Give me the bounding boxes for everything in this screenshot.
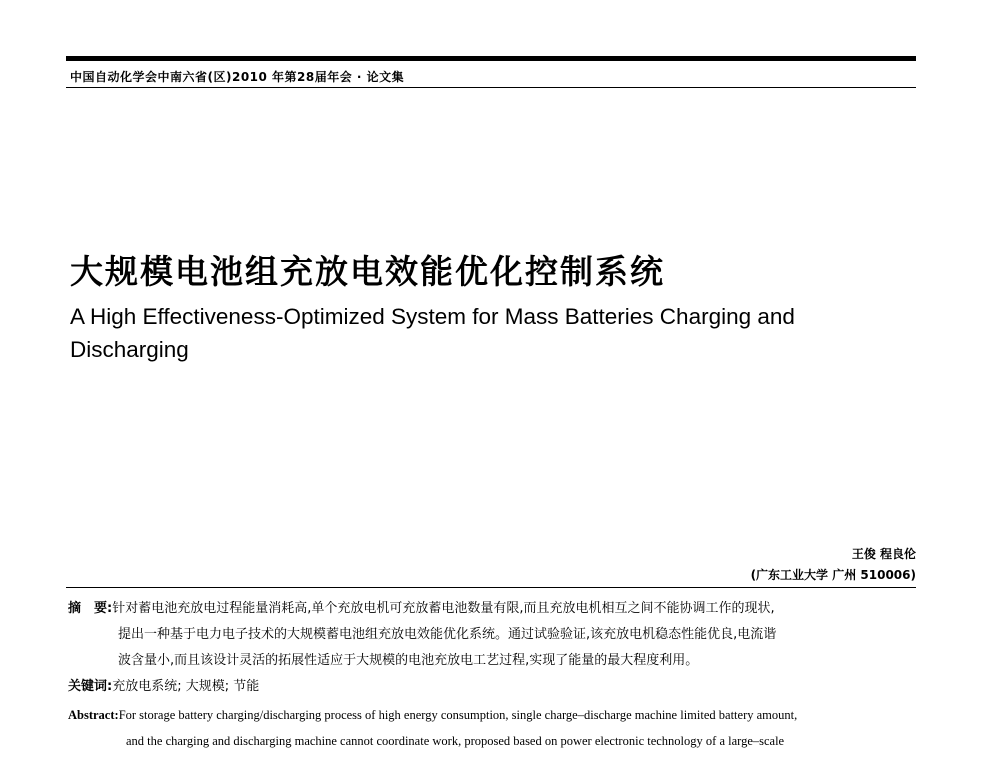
header-rule [66,87,916,88]
keywords-text: 充放电系统; 大规模; 节能 [112,679,260,694]
abstract-english-line-1 [68,702,928,728]
abstract-chinese-label: 摘 要: [68,601,113,616]
abstract-chinese-line-1 [68,596,918,622]
title-english-line-1: A High Effectiveness-Optimized System for Mass Batteries Charging and [70,304,795,329]
abstract-chinese-line-2: 提出一种基于电力电子技术的大规模蓄电池组充放电效能优化系统。通过试验验证,该充放电机稳态性能优良,电流谐 [118,627,777,642]
affiliation-rule [66,587,916,588]
authors: 王俊 程良伦 [851,547,916,561]
abstract-chinese-line-3: 波含量小,而且该设计灵活的拓展性适应于大规模的电池充放电工艺过程,实现了能量的最大程度利用。 [118,653,699,668]
affiliation: (广东工业大学 广州 510006) [750,568,916,582]
abstract-english-line-2: and the charging and discharging machine cannot coordinate work, proposed based on power electronic technology of a large–scale [126,734,785,748]
title-english [70,300,930,366]
abstract-english-text-1: For storage battery charging/discharging process of high energy consumption, single charge–discharge machine limited battery amount, [118,708,798,722]
abstract-chinese [68,596,918,674]
running-header: 中国自动化学会中南六省(区)2010 年第28届年会 · 论文集 [70,70,405,84]
title-chinese: 大规模电池组充放电效能优化控制系统 [70,252,665,291]
title-english-line-2: Discharging [70,337,189,362]
abstract-chinese-text-1: 针对蓄电池充放电过程能量消耗高,单个充放电机可充放蓄电池数量有限,而且充放电机相互之间不能协调工作的现状, [112,601,775,616]
top-rule [66,56,916,61]
keywords-chinese [68,674,259,700]
abstract-english-label: Abstract: [68,708,119,722]
abstract-english [68,702,928,754]
keywords-label: 关键词: [68,679,113,694]
